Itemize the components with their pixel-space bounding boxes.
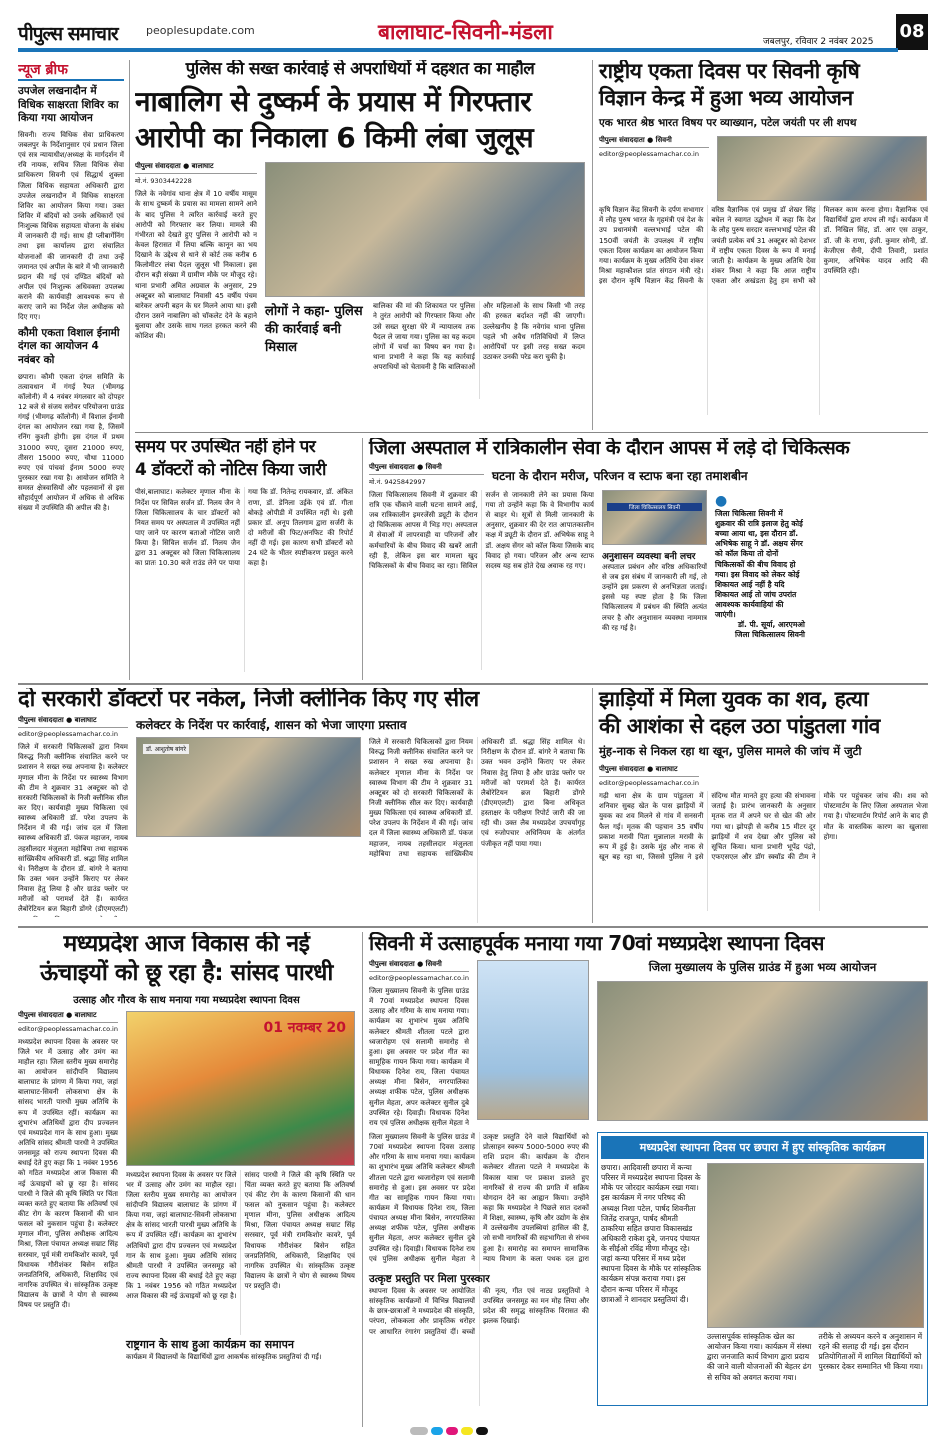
headline: दो सरकारी डॉक्टरों पर नकेल, निजी क्लीनिक किए गए सील xyxy=(18,688,479,712)
subheading: कलेक्टर के निर्देश पर कार्रवाई, शासन को भेजा जाएगा प्रस्ताव xyxy=(136,718,407,733)
kicker: पुलिस की सख्त कार्रवाई से अपराधियों में दहशत का माहौल xyxy=(185,60,535,79)
divider xyxy=(135,432,928,433)
section-title: बालाघाट-सिवनी-मंडला xyxy=(378,20,553,44)
article-body: बालिका की मां की शिकायत पर पुलिस ने तुरंत आरोपी को गिरफ्तार किया और उसे सख्त सुरक्षा घेरे में न्यायालय तक पैदल ले जाया गया। पुलिस का यह कदम लोगों में चर्चा का विषय बन गया है। थाना प्रभारी ने कहा कि यह कार्रवाई अपराधियों को चेतावनी है कि बालिकाओं और महिलाओं के साथ किसी भी तरह की हरकत बर्दाश्त नहीं की जाएगी। उल्लेखनीय है कि नवेगांव थाना पुलिस पहले भी अवैध गतिविधियों में लिप्त आरोपियों पर इसी तरह सख्त कदम उठाकर उनकी परेड करा चुकी है। xyxy=(373,302,585,372)
photo-police-ground-event xyxy=(597,981,928,1121)
quote-org: जिला चिकित्सालय सिवनी xyxy=(734,630,805,640)
boxed-story-body: छपारा। आदिवासी छपारा में कन्या परिसर में मध्यप्रदेश स्थापना दिवस के मौके पर जोरदार कार्यक्रम रखा गया। इस कार्यक्रम में नगर परिषद की अध्यक्ष निशा पटेल, पार्षद शिवनीता जितेंद्र राजपूत, पार्षद श्रीमती ठाकरिया सहित छपारा विकासखंड अधिकारी राकेश दुबे, जनपद पंचायत के सीईओ रविंद्र मीणा मौजूद रहे। जहां कन्या परिसर में मध्य प्रदेश स्थापना दिवस के मौके पर सांस्कृतिक कार्यक्रम संपन्न कराया गया। इस दौरान कन्या परिसर में मौजूद छात्राओं ने शानदार प्रस्तुतियां दी। xyxy=(601,1163,701,1304)
subheading: उत्साह और गौरव के साथ मनाया गया मध्यप्रदेश स्थापना दिवस xyxy=(73,994,300,1006)
article-body: जिला चिकित्सालय सिवनी में शुक्रवार की रात्रि एक चौंकाने वाली घटना सामने आई, जब रात्रिकालीन इमरजेंसी ड्यूटी के दौरान दो चिकित्सक आपस में भिड़ गए। अस्पताल में सेवाओं में लापरवाही या परिजनों और कर्मचारियों के बीच विवाद की खबरें आती रही हैं, लेकिन इस बार मामला खुद चिकित्सकों के बीच विवाद का रहा। सिविल सर्जन से जानकारी लेने का प्रयास किया गया तो उन्होंने कहा कि वे विभागीय कार्य से बाहर थे। सूत्रों से मिली जानकारी के अनुसार, शुक्रवार की देर रात आपातकालीन कक्ष में ड्यूटी के दौरान डॉ. अभिषेक साहू ने डॉ. अक्षय सेंगर को कॉल किया जिसके बाद विवाद हो गया। परिजन और अन्य स्टाफ सदस्य यह सब होते देख अवाक रह गए। xyxy=(369,490,594,570)
article-body: कृषि विज्ञान केंद्र सिवनी के दर्पण सभागार में लौह पुरुष भारत के गृहमंत्री एवं देश के उप प्रधानमंत्री वल्लभभाई पटेल की 150वीं जयंती के उपलक्ष्य में राष्ट्रीय एकता दिवस कार्यक्रम का आयोजन किया गया। कार्यक्रम के मुख्य अतिथि देवा शंकर मिश्रा महाकौशल प्रांत संगठन मंत्री रहे। इस दौरान कृषि विज्ञान केंद्र सिवनी के वरिष्ठ वैज्ञानिक एवं प्रमुख डॉ शेखर सिंह बघेल ने स्वागत उद्बोधन में कहा कि देश के लौह पुरुष सरदार वल्लभभाई पटेल की जयंती प्रत्येक वर्ष 31 अक्टूबर को देशभर में राष्ट्रीय एकता दिवस के रूप में मनाई जाती है। कार्यक्रम के मुख्य अतिथि देवा शंकर मिश्रा ने कहा कि आज राष्ट्रीय एकता और अखंडता हेतु हम सभी को मिलकर काम करना होगा। वैज्ञानिक एवं विद्यार्थियों द्वारा शपथ ली गई। कार्यक्रम में डॉ. निखिल सिंह, डॉ. आर एस ठाकुर, डॉ. जी के राणा, इंजी. कुमार सोनी, डॉ. केजीएस सैनी, दीपी तिवारी, प्रशांत कुमार, अभिषेक यादव आदि की उपस्थिति रही। xyxy=(599,206,928,286)
article-private-clinics-sealed xyxy=(18,688,585,923)
article-unity-day-kvk xyxy=(592,60,928,430)
phone: मो.नं. 9303442228 xyxy=(135,177,192,186)
photo-kvk-event xyxy=(717,136,927,201)
color-registration-marks xyxy=(410,1420,491,1439)
phone: मो.नं. 9425842997 xyxy=(369,477,426,486)
article-body: मध्यप्रदेश स्थापना दिवस के अवसर पर जिले भर में उत्साह और उमंग का माहौल रहा। जिला स्तरीय मुख्य समारोह का आयोजन सांदीपनि विद्यालय बालाघाट के प्रांगण में किया गया, जहां बालाघाट-सिवनी लोकसभा क्षेत्र के सांसद भारती पारधी मुख्य अतिथि के रूप में उपस्थित रहीं। कार्यक्रम का शुभारंभ अतिथियों द्वारा दीप प्रज्वलन एवं मध्यप्रदेश गान के साथ हुआ। मुख्य अतिथि सांसद श्रीमती पारधी ने उपस्थित जनसमूह को राज्य स्थापना दिवस की बधाई देते हुए कहा कि 1 नवंबर 1956 को गठित मध्यप्रदेश आज विकास की नई ऊंचाइयों को छू रहा है। सांसद पारधी ने जिले की कृषि स्थिति पर चिंता व्यक्त करते हुए बताया कि अतिवर्षा एवं कीट रोग के कारण किसानों की धान फसल को नुकसान पहुंचा है। कलेक्टर मृणाल मीना, पुलिस अधीक्षक आदित्य मिश्रा, जिला पंचायत अध्यक्ष सम्राट सिंह सरस्वार, पूर्व मंत्री रामकिशोर कावरे, पूर्व विधायक गौरीशंकर बिसेन सहित जनप्रतिनिधि, अधिकारी, शिक्षाविद एवं नागरिक उपस्थित थे। सांस्कृतिक उत्कृष्ट विद्यालय के छात्रों ने योग से स्वास्थ्य विषय पर प्रस्तुति दी। xyxy=(126,1170,355,1301)
email: editor@peoplessamachar.co.in xyxy=(599,150,699,159)
headline: समय पर उपस्थित नहीं होने पर xyxy=(135,438,316,457)
article-body: जिला मुख्यालय सिवनी के पुलिस ग्राउंड में 70वां मध्यप्रदेश स्थापना दिवस उत्साह और गरिमा के साथ मनाया गया। कार्यक्रम का शुभारंभ मुख्य अतिथि कलेक्टर श्रीमती शीतला पटले द्वारा ध्वजारोहण एवं सलामी समारोह से हुआ। इस अवसर पर प्रदेश गीत का सामूहिक गायन किया गया। कार्यक्रम में विधायक दिनेश राय, जिला पंचायत अध्यक्ष मीना बिसेन, नगरपालिका अध्यक्ष शफीक पटेल, पुलिस अधीक्षक सुनील मेहता, अपर कलेक्टर सुनील दुबे उपस्थित रहे। दिवाड़ी। विधायक दिनेश राय एवं पुलिस अधीक्षक सुनील मेहता ने xyxy=(369,987,469,1126)
subheading: लोगों ने कहा- पुलिस की कार्रवाई बनी मिसाल xyxy=(265,304,363,356)
byline: पीपुल्स संवाददाता ● सिवनी xyxy=(369,960,469,972)
subheading: जिला मुख्यालय के पुलिस ग्राउंड में हुआ भव्य आयोजन xyxy=(648,960,877,974)
article-body: पीसं,बालाघाट। कलेक्टर मृणाल मीना के निर्देश पर सिविल सर्जन डॉ. निलय जैन ने जिला चिकित्सालय के चार डॉक्टरों को नियत समय पर अस्पताल में उपस्थित नहीं पाए जाने पर कारण बताओ नोटिस जारी किया है। सिविल सर्जन डॉ. निलय जैन द्वारा 31 अक्टूबर को जिला चिकित्सालय का प्रातः 10.30 बजे राउंड लेने पर पाया गया कि डॉ. नितेन्द्र रायकवार, डॉ. अंकित राणा, डॉ. डेनिला उईके एवं डॉ. गीता बोकड़े ओपीडी में उपस्थित नहीं थे। इसी प्रकार डॉ. अनूप तिलगाम द्वारा सर्जरी के दो मरीजों की फिट/अनफिट की रिपोर्ट नहीं दी गई। इस कारण सभी डॉक्टरों को 24 घंटे के भीतर स्पष्टीकरण प्रस्तुत करने कहा है। xyxy=(135,488,353,568)
article-hospital-doctors-fight xyxy=(362,438,928,680)
header-rule xyxy=(18,48,898,52)
photo-accused-procession xyxy=(265,162,585,297)
article-body: अस्पताल प्रबंधन और वरिष्ठ अधिकारियों से जब इस संबंध में जानकारी ली गई, तो उन्होंने इस प्रकरण से अनभिज्ञता जताई। इससे यह स्पष्ट होता है कि जिला चिकित्सालय में प्रबंधन की स्थिति अत्यंत लचर है और अनुशासन व्यवस्था नाममात्र की रह गई है। xyxy=(602,562,707,632)
news-brief-column xyxy=(18,60,130,680)
page-number: 08 xyxy=(896,14,928,50)
byline: पीपुल्स संवाददाता ● बालाघाट xyxy=(599,765,699,777)
article-mp-foundation-day-balaghat xyxy=(18,932,355,1427)
email: editor@peoplessamachar.co.in xyxy=(18,1024,118,1033)
email: editor@peoplessamachar.co.in xyxy=(18,730,118,739)
brief-body: छपारा। कौमी एकता दंगल समिति के तत्वावधान में गंगई रैयत (भीमगढ़ कॉलोनी) में 4 नवंबर मंगलवार को दोपहर 12 बजे से संजय सरोवर परियोजना ग्राउंड गंगई (भीमगढ़ कॉलोनी) में विशाल ईनामी दंगल का आयोजन रखा गया है, जिसमें रनिंग कुश्ती होगी। इस दंगल में प्रथम 31000 रुपए, दूसरा 21000 रुपए, तीसरा 15000 रुपए, चौथा 11000 रुपए एवं पांचवां ईनाम 5000 रुपए पुरस्कार रखा गया है। आयोजन समिति ने समस्त क्षेत्रवासियों और पहलवानों से इस सौहार्दपूर्ण आयोजन में अधिक से अधिक संख्या में उपस्थिति की अपील की है। xyxy=(18,372,124,513)
boxed-story-body: उल्लासपूर्वक सांस्कृतिक खेल का आयोजन किया गया। कार्यक्रम में संस्था द्वारा जनजाति कार्य विभाग द्वारा प्रदाय की जाने वाली योजनाओं की बेहतर ढंग से सचिव को अवगत कराया गया। xyxy=(707,1332,812,1382)
edition-date: जबलपुर, रविवार 2 नवंबर 2025 xyxy=(763,37,874,47)
email: editor@peoplessamachar.co.in xyxy=(599,779,699,788)
photo-sealed-clinic xyxy=(136,737,361,837)
masthead xyxy=(18,14,928,48)
article-minor-assault-arrest xyxy=(135,60,585,430)
quote-author: डॉ. पी. सूर्या, आरएमओ xyxy=(738,620,805,630)
headline: विज्ञान केन्द्र में हुआ भव्य आयोजन xyxy=(599,86,853,111)
subheading: अनुशासन व्यवस्था बनी लचर xyxy=(602,551,696,562)
photo-flag-hoisting xyxy=(477,960,589,1120)
hospital-sign: जिला चिकित्सालय सिवनी xyxy=(607,503,702,511)
headline: ऊंचाइयों को छू रहा है: सांसद पारधी xyxy=(40,960,333,987)
article-body: गढ़ी थाना क्षेत्र के ग्राम पांडुतला में शनिवार सुबह खेत के पास झाड़ियों में युवक का शव मिलने से गांव में सनसनी फैल गई। मृतक की पहचान 35 वर्षीय प्रकाश मरावी पिता मुन्नालाल मरावी के रूप में हुई है। उसके मुंह और नाक से खून बह रहा था, जिससे पुलिस ने इसे संदिग्ध मौत मानते हुए हत्या की संभावना जताई है। प्रारंभ जानकारी के अनुसार मृतक रात में अपने घर से खेत की ओर गया था। झोपड़ी से करीब 15 मीटर दूर झाड़ियों में शव देखा और पुलिस को सूचित किया। थाना प्रभारी भूपेंद्र पंद्रो, एफएसएल और डॉग स्क्वॉड की टीम ने मौके पर पहुंचकर जांच की। शव को पोस्टमार्टम के लिए जिला अस्पताल भेजा गया है। पोस्टमार्टम रिपोर्ट आने के बाद ही मौत के वास्तविक कारण का खुलासा होगा। xyxy=(599,792,928,862)
cyan-mark xyxy=(431,1427,443,1435)
article-body: मध्यप्रदेश स्थापना दिवस के अवसर पर जिले भर में उत्साह और उमंग का माहौल रहा। जिला स्तरीय मुख्य समारोह का आयोजन सांदीपनि विद्यालय बालाघाट के प्रांगण में किया गया, जहां बालाघाट-सिवनी लोकसभा क्षेत्र के सांसद भारती पारधी मुख्य अतिथि के रूप में उपस्थित रहीं। कार्यक्रम का शुभारंभ अतिथियों द्वारा दीप प्रज्वलन एवं मध्यप्रदेश गान के साथ हुआ। मुख्य अतिथि सांसद श्रीमती पारधी ने उपस्थित जनसमूह को राज्य स्थापना दिवस की बधाई देते हुए कहा कि 1 नवंबर 1956 को गठित मध्यप्रदेश आज विकास की नई ऊंचाइयों को छू रहा है। सांसद पारधी ने जिले की कृषि स्थिति पर चिंता व्यक्त करते हुए बताया कि अतिवर्षा एवं कीट रोग के कारण किसानों की धान फसल को नुकसान पहुंचा है। कलेक्टर मृणाल मीना, पुलिस अधीक्षक आदित्य मिश्रा, जिला पंचायत अध्यक्ष सम्राट सिंह सरस्वार, पूर्व मंत्री रामकिशोर कावरे, पूर्व विधायक गौरीशंकर बिसेन सहित जनप्रतिनिधि, अधिकारी, शिक्षाविद एवं नागरिक उपस्थित थे। सांस्कृतिक उत्कृष्ट विद्यालय के छात्रों ने योग से स्वास्थ्य विषय पर प्रस्तुति दी। xyxy=(18,1037,118,1310)
quote-icon: ● xyxy=(715,492,728,509)
official-quote: जिला चिकित्सा सिवनी में शुक्रवार की रात्रि इलाज हेतु कोई बच्चा आया था, इस दौरान डॉ. अभिषेक साहू ने डॉ. अक्षय सेंगर को कॉल किया तो दोनों चिकित्सकों की बीच विवाद हो गया। इस विवाद को लेकर कोई शिकायत आई नहीं है यदि शिकायत आई तो जांच उपरांत आवश्यक कार्यवाहियां की जाएंगी। xyxy=(715,508,803,620)
headline: सिवनी में उत्साहपूर्वक मनाया गया 70वां मध्यप्रदेश स्थापना दिवस xyxy=(369,932,824,955)
website[interactable]: peoplesupdate.com xyxy=(146,24,255,37)
article-body: स्थापना दिवस के अवसर पर आयोजित सांस्कृतिक कार्यक्रमों में विभिन्न विद्यालयों के छात्र-छात्राओं ने मध्यप्रदेश की संस्कृति, परंपरा, लोककला और प्राकृतिक धरोहर पर आधारित रंगारंग प्रस्तुतियां दीं। बच्चों की नृत्य, गीत एवं नाट्य प्रस्तुतियों ने उपस्थित जनसमूह का मन मोह लिया और प्रदेश की समृद्ध सांस्कृतिक विरासत की झलक दिखाई। xyxy=(369,1287,589,1336)
headline: मध्यप्रदेश आज विकास की नई xyxy=(63,932,310,957)
headline: आरोपी का निकाला 6 किमी लंबा जुलूस xyxy=(135,121,534,155)
subheading: उत्कृष्ट प्रस्तुति पर मिला पुरस्कार xyxy=(369,1273,490,1285)
brief-body: सिवनी। राज्य विधिक सेवा प्राधिकरण जबलपुर के निर्देशानुसार एवं प्रधान जिला एवं सत्र न्यायाधीश/अध्यक्ष के मार्गदर्शन में रवि नायक, सचिव जिला विधिक सेवा प्राधिकरण सिवनी एवं सिद्धार्थ शुक्ला जिला विधिक सहायता अधिकारी द्वारा उपजेल लखनादौन में विधिक साक्षरता शिविर का आयोजन किया गया। उक्त शिविर में बंदियों को उनके अधिकारों एवं निःशुल्क विधिक सहायता योजना के संबंध में जानकारी दी गई। साथ ही प्लीबार्गेनिंग तथा इस कार्यालय द्वारा संचालित योजनाओं की जानकारी दी तथा उन्हें जमानत एवं अपील के बारे में भी जानकारी प्रदान की गई एवं दण्डित बंदियों को अपील एवं निःशुल्क अधिवक्ता उपलब्ध कराने की कार्यवाही आवश्यक रूप से कराए जाने का निर्देश जेल अधीक्षक को दिए गए। xyxy=(18,130,125,322)
banner-date: 01 नवम्बर 20 xyxy=(263,1019,346,1036)
email: editor@peoplessamachar.co.in xyxy=(369,974,469,982)
black-mark xyxy=(476,1427,488,1435)
boxed-story-title: मध्यप्रदेश स्थापना दिवस पर छपारा में हुए सांस्कृतिक कार्यक्रम xyxy=(601,1136,924,1159)
subheading: राष्ट्रगान के साथ हुआ कार्यक्रम का समापन xyxy=(126,1337,294,1351)
divider xyxy=(18,683,928,685)
byline: पीपुल्स संवाददाता ● बालाघाट xyxy=(135,162,257,174)
headline: राष्ट्रीय एकता दिवस पर सिवनी कृषि xyxy=(599,60,860,83)
subheading: एक भारत श्रेष्ठ भारत विषय पर व्याख्यान, पटेल जयंती पर ली शपथ xyxy=(599,117,857,130)
headline: नाबालिग से दुष्कर्म के प्रयास में गिरफ्तार xyxy=(135,84,532,118)
yellow-mark xyxy=(461,1427,473,1435)
article-body-found-pandutala xyxy=(592,688,928,923)
byline: पीपुल्स संवाददाता ● सिवनी xyxy=(369,463,484,475)
article-body: जिले में सरकारी चिकित्सकों द्वारा नियम विरुद्ध निजी क्लीनिक संचालित करने पर प्रशासन ने सख्त रुख अपनाया है। कलेक्टर मृणाल मीना के निर्देश पर स्वास्थ्य विभाग की टीम ने शुक्रवार 31 अक्टूबर को दो सरकारी चिकित्सकों के निजी क्लीनिक सील कर दिए। कार्यवाही मुख्य चिकित्सा एवं स्वास्थ्य अधिकारी डॉ. परेश उपलप के निर्देशन में की गई। जांच दल में जिला स्वास्थ्य अधिकारी डॉ. पंकज महाजन, नायब तहसीलदार मंजुलता महोबिया तथा सहायक सांख्यिकीय अधिकारी डॉ. श्रद्धा सिंह शामिल थे। निरीक्षण के दौरान डॉ. बांगरे ने बताया कि उक्त भवन उन्होंने किराए पर लेकर निवास हेतु लिया है और ग्राउंड फ्लोर पर मरीजों को परामर्श देते हैं। कार्यरत लैबोरेटियन ब्रज बिहारी डोंगरे (डीएमएलटी) xyxy=(18,743,128,914)
article-seoni-foundation-day xyxy=(362,932,928,1427)
article-body: जिला मुख्यालय सिवनी के पुलिस ग्राउंड में 70वां मध्यप्रदेश स्थापना दिवस उत्साह और गरिमा के साथ मनाया गया। कार्यक्रम का शुभारंभ मुख्य अतिथि कलेक्टर श्रीमती शीतला पटले द्वारा ध्वजारोहण एवं सलामी समारोह से हुआ। इस अवसर पर प्रदेश गीत का सामूहिक गायन किया गया। कार्यक्रम में विधायक दिनेश राय, जिला पंचायत अध्यक्ष मीना बिसेन, नगरपालिका अध्यक्ष शफीक पटेल, पुलिस अधीक्षक सुनील मेहता, अपर कलेक्टर सुनील दुबे उपस्थित रहे। दिवाड़ी। विधायक दिनेश राय एवं पुलिस अधीक्षक सुनील मेहता ने उत्कृष्ट प्रस्तुति देने वाले विद्यार्थियों को प्रोत्साहन स्वरूप 5000-5000 रुपए की राशि प्रदान की। कार्यक्रम के दौरान कलेक्टर शीतला पटले ने मध्यप्रदेश के विकास यात्रा पर प्रकाश डालते हुए नागरिकों से राज्य की प्रगति में सक्रिय योगदान देने का आह्वान किया। उन्होंने कहा कि मध्यप्रदेश ने पिछले सात दशकों में शिक्षा, स्वास्थ्य, कृषि और उद्योग के क्षेत्र में उल्लेखनीय उपलब्धियां हासिल की हैं, जो सभी नागरिकों की सहभागिता से संभव हुआ है। समारोह का समापन सामाजिक न्याय विभाग के कला पथक दल द्वारा xyxy=(369,1133,589,1263)
headline: जिला अस्पताल में रात्रिकालीन सेवा के दौरान आपस में लड़े दो चिकित्सक xyxy=(369,438,850,459)
byline: पीपुल्स संवाददाता ● बालाघाट xyxy=(18,1011,118,1023)
byline: पीपुल्स संवाददाता ● बालाघाट xyxy=(18,716,128,728)
photo-cultural-dance xyxy=(126,1011,355,1166)
headline: 4 डॉक्टरों को नोटिस किया जारी xyxy=(135,459,326,480)
photo-chhapara-event xyxy=(707,1163,924,1328)
newspaper-logo: पीपुल्स समाचार xyxy=(18,23,118,45)
article-body: जिले के नवेगांव थाना क्षेत्र में 10 वर्षीय मासूम के साथ दुष्कर्म के प्रयास का मामला सामने आने के बाद पुलिस ने त्वरित कार्रवाई करते हुए आरोपी को गिरफ्तार कर लिया। मामले की गंभीरता को देखते हुए पुलिस ने आरोपी को न केवल हिरासत में लिया बल्कि कानून का भय दिखाने के उद्देश्य से थाने से कोर्ट तक करीब 6 किलोमीटर लंबा पैदल जुलूस भी निकाला। इस दौरान बड़ी संख्या में ग्रामीण मौके पर मौजूद रहे। थाना प्रभारी अमित अग्रवाल के अनुसार, 29 अक्टूबर को बालाघाट निवासी 45 वर्षीय पंचम बारेकर अपनी बहन के घर मिलने आया था। इसी दौरान उसने नाबालिग को चॉकलेट देने के बहाने बुलाया और उसके साथ गलत हरकत करने की कोशिश की। xyxy=(135,190,257,341)
subheading: घटना के दौरान मरीज, परिजन व स्टाफ बना रहा तमाशबीन xyxy=(492,468,748,483)
news-brief-title: न्यूज ब्रीफ xyxy=(18,60,124,81)
article-body: कार्यक्रम में विद्यालयों के विद्यार्थियों द्वारा आकर्षक सांस्कृतिक प्रस्तुतियां दी गईं। xyxy=(126,1352,322,1361)
headline: झाड़ियों में मिला युवक का शव, हत्या xyxy=(599,688,869,711)
byline: पीपुल्स संवाददाता ● सिवनी xyxy=(599,136,709,148)
brief-headline: उपजेल लखनादौन में विधिक साक्षरता शिविर का किया गया आयोजन xyxy=(18,85,119,125)
article-doctor-notice xyxy=(135,438,353,680)
clinic-sign: डॉ. आशुतोष बांगरे xyxy=(143,744,189,754)
headline: की आशंका से दहल उठा पांडुतला गांव xyxy=(599,714,880,739)
photo-district-hospital xyxy=(602,490,707,545)
brief-headline: कौमी एकता विशाल ईनामी दंगल का आयोजन 4 नवंबर को xyxy=(18,326,120,366)
magenta-mark xyxy=(446,1427,458,1435)
gray-mark xyxy=(410,1427,428,1435)
divider xyxy=(18,926,928,928)
subheading: मुंह-नाक से निकल रहा था खून, पुलिस मामले की जांच में जुटी xyxy=(599,744,862,759)
boxed-story-body: तरीके से अध्ययन करने व अनुशासन में रहने की सलाह दी गई। इस दौरान प्रतियोगिताओं में शामिल विद्यार्थियों को पुरस्कार देकर सम्मानित भी किया गया। xyxy=(818,1332,923,1372)
article-body: जिले में सरकारी चिकित्सकों द्वारा नियम विरुद्ध निजी क्लीनिक संचालित करने पर प्रशासन ने सख्त रुख अपनाया है। कलेक्टर मृणाल मीना के निर्देश पर स्वास्थ्य विभाग की टीम ने शुक्रवार 31 अक्टूबर को दो सरकारी चिकित्सकों के निजी क्लीनिक सील कर दिए। कार्यवाही मुख्य चिकित्सा एवं स्वास्थ्य अधिकारी डॉ. परेश उपलप के निर्देशन में की गई। जांच दल में जिला स्वास्थ्य अधिकारी डॉ. पंकज महाजन, नायब तहसीलदार मंजुलता महोबिया तथा सहायक सांख्यिकीय अधिकारी डॉ. श्रद्धा सिंह शामिल थे। निरीक्षण के दौरान डॉ. बांगरे ने बताया कि उक्त भवन उन्होंने किराए पर लेकर निवास हेतु लिया है और ग्राउंड फ्लोर पर मरीजों को परामर्श देते हैं। कार्यरत लैबोरेटियन ब्रज बिहारी डोंगरे (डीएमएलटी) द्वारा बिना अधिकृत हस्ताक्षर के परीक्षण रिपोर्ट जारी की जा रही थी। उक्त लैब मध्यप्रदेश उपचर्यागृह एवं रुजोपचार अधिनियम के अंतर्गत पंजीकृत नहीं पाया गया। xyxy=(369,738,585,858)
